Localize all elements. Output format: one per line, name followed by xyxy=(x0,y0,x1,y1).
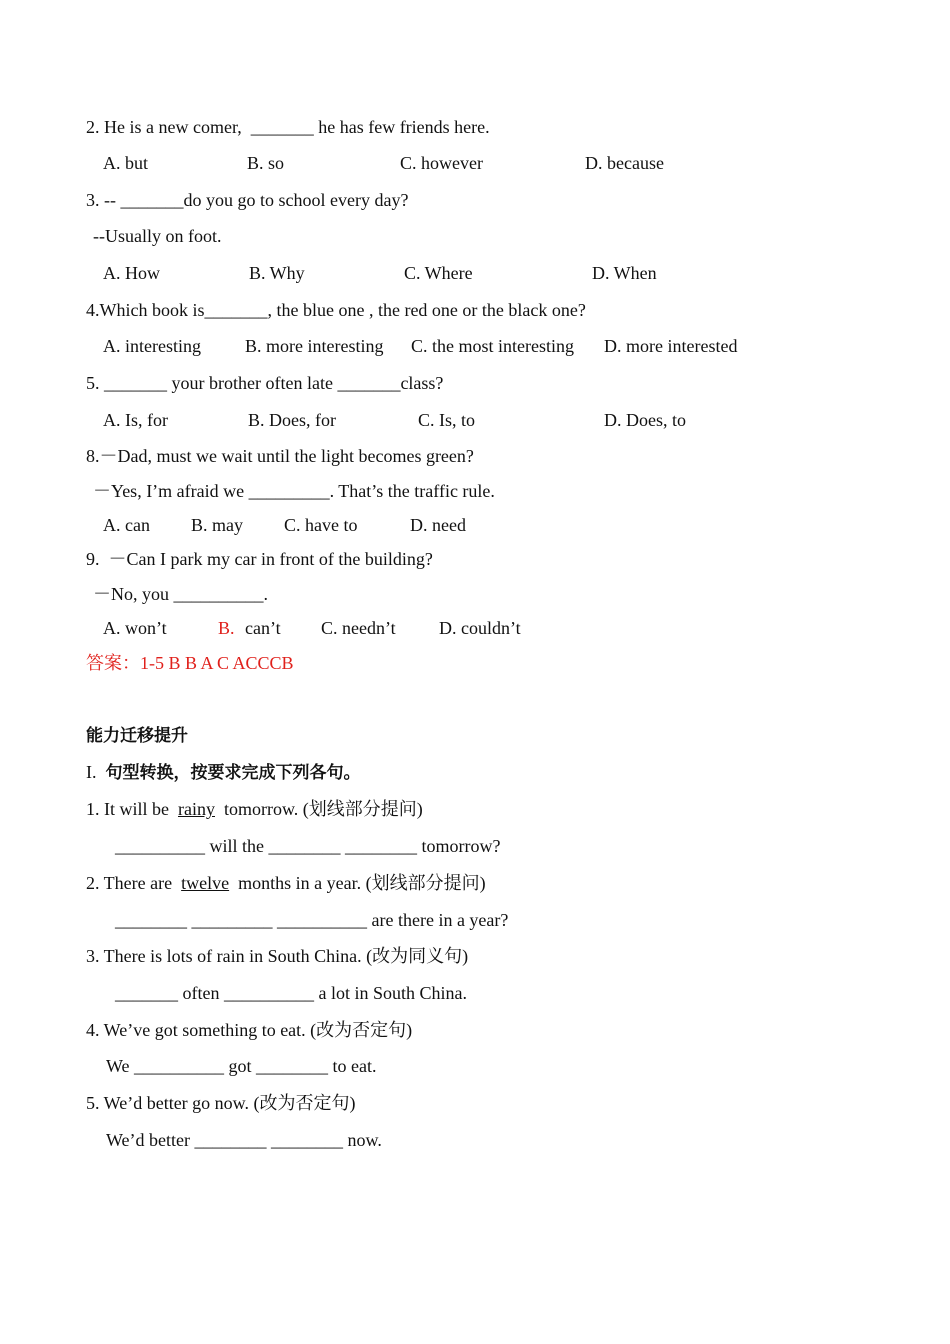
s1-answer: __________ will the ________ ________ tomorrow? xyxy=(115,836,501,856)
s1-suffix: tomorrow. (划线部分提问) xyxy=(214,799,423,819)
s1-prefix: 1. It will be xyxy=(86,799,178,819)
s2-stem xyxy=(86,872,486,894)
part-heading xyxy=(86,761,361,784)
q4-option-c: C. the most interesting xyxy=(411,336,574,356)
s5-answer: We’d better ________ ________ now. xyxy=(106,1130,382,1150)
q4-stem: 4.Which book is_______, the blue one , the red one or the black one? xyxy=(86,300,586,320)
s2-suffix: months in a year. (划线部分提问) xyxy=(229,873,486,893)
s3-answer: _______ often __________ a lot in South China. xyxy=(115,983,467,1003)
s2-underlined: twelve xyxy=(181,873,230,893)
s1-underlined: rainy xyxy=(178,799,215,819)
q3-answer-line: --Usually on foot. xyxy=(93,226,222,246)
q5-option-d: D. Does, to xyxy=(604,410,686,430)
q2-option-d: D. because xyxy=(585,153,664,173)
q4-option-d: D. more interested xyxy=(604,336,738,356)
q8-option-b: B. may xyxy=(191,515,243,535)
q3-option-c: C. Where xyxy=(404,263,473,283)
part-label: I. xyxy=(86,762,106,782)
q5-stem: 5. _______ your brother often late _______class? xyxy=(86,373,444,393)
q9-option-d: D. couldn’t xyxy=(439,618,521,638)
q8-option-d: D. need xyxy=(410,515,466,535)
q9-option-a: A. won’t xyxy=(103,618,167,638)
q3-option-d: D. When xyxy=(592,263,657,283)
s1-stem xyxy=(86,798,423,820)
s3-stem: 3. There is lots of rain in South China. (改为同义句) xyxy=(86,946,469,966)
q2-option-a: A. but xyxy=(103,153,148,173)
section-title: 能力迁移提升 xyxy=(86,726,188,746)
q3-option-b: B. Why xyxy=(249,263,305,283)
q8-option-c: C. have to xyxy=(284,515,358,535)
s2-prefix: 2. There are xyxy=(86,873,182,893)
q5-option-c: C. Is, to xyxy=(418,410,476,430)
q4-option-b: B. more interesting xyxy=(245,336,384,356)
q9-option-b-letter: B. xyxy=(218,618,235,638)
q9-answer-line: －No, you __________. xyxy=(93,584,268,604)
q2-option-b: B. so xyxy=(247,153,285,173)
part-title: 句型转换，按要求完成下列各句。 xyxy=(105,763,361,783)
s4-stem: 4. We’ve got something to eat. (改为否定句) xyxy=(86,1020,413,1040)
q9-stem: 9. －Can I park my car in front of the building? xyxy=(86,549,433,569)
q3-option-a: A. How xyxy=(103,263,160,283)
answer-key: 答案：1-5 B B A C ACCCB xyxy=(86,653,294,673)
q5-option-b: B. Does, for xyxy=(248,410,336,430)
q8-answer-line: －Yes, I’m afraid we _________. That’s the traffic rule. xyxy=(93,481,495,501)
q9-option-b-text: can’t xyxy=(245,618,281,638)
s5-stem: 5. We’d better go now. (改为否定句) xyxy=(86,1093,356,1113)
q9-option-c: C. needn’t xyxy=(321,618,396,638)
q8-option-a: A. can xyxy=(103,515,150,535)
q4-option-a: A. interesting xyxy=(103,336,201,356)
q2-stem: 2. He is a new comer, _______ he has few friends here. xyxy=(86,117,490,137)
q8-stem: 8.－Dad, must we wait until the light becomes green? xyxy=(86,446,474,466)
q2-option-c: C. however xyxy=(400,153,483,173)
q3-stem: 3. -- _______do you go to school every day? xyxy=(86,190,409,210)
q5-option-a: A. Is, for xyxy=(103,410,168,430)
s2-answer: ________ _________ __________ are there in a year? xyxy=(115,910,509,930)
s4-answer: We __________ got ________ to eat. xyxy=(106,1056,377,1076)
